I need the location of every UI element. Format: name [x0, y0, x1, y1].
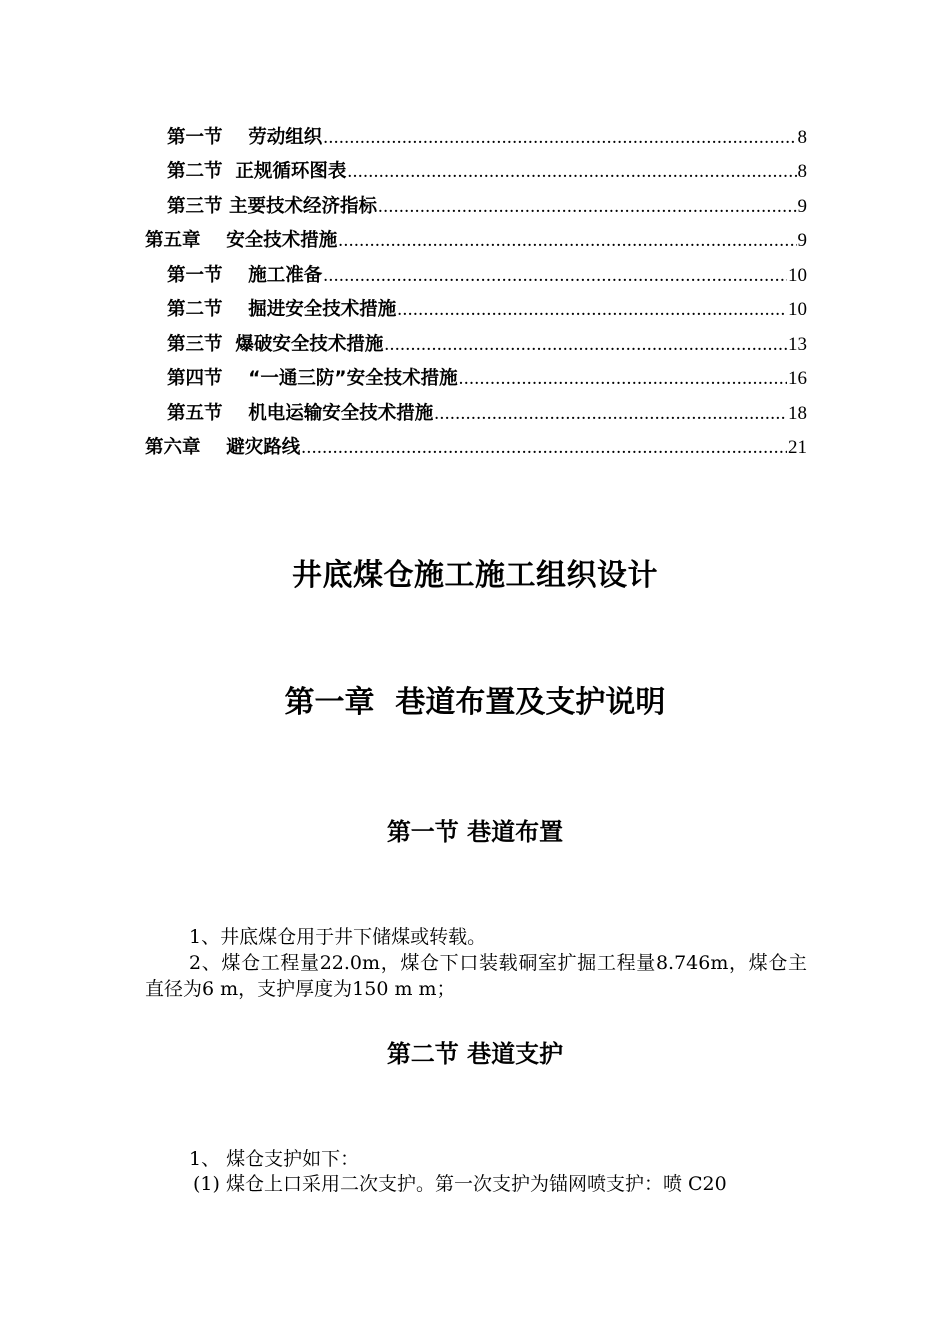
toc-entry-title: 第一节 劳动组织	[167, 126, 323, 148]
toc-entry[interactable]	[145, 120, 807, 155]
toc-leader-dots	[459, 362, 787, 396]
toc-entry-page: 16	[788, 368, 807, 389]
toc-entry[interactable]	[145, 224, 807, 259]
toc-leader-dots	[347, 155, 796, 189]
toc-entry-page: 13	[788, 333, 807, 355]
toc-leader-dots	[301, 431, 787, 465]
toc-entry[interactable]	[145, 431, 807, 466]
toc-entry-title: 第二节 正规循环图表	[167, 161, 347, 182]
toc-entry[interactable]	[145, 155, 807, 190]
toc-entry-title: 第三节 爆破安全技术措施	[167, 333, 384, 355]
toc-entry-title: 第四节 “一通三防”安全技术措施	[167, 368, 458, 389]
toc-entry-title: 第六章 避灾路线	[145, 437, 301, 458]
section-heading: 第一节 巷道布置	[386, 818, 564, 846]
toc-entry-title: 第一节 施工准备	[167, 264, 323, 286]
toc-entry-page: 9	[797, 230, 807, 251]
body-paragraph: 1、 煤仓支护如下：	[189, 1148, 360, 1170]
table-of-contents	[145, 120, 807, 465]
toc-entry-page: 8	[797, 161, 807, 182]
toc-entry[interactable]	[145, 258, 807, 293]
toc-entry-page: 9	[797, 195, 807, 217]
toc-leader-dots	[384, 328, 787, 362]
toc-leader-dots	[434, 397, 787, 431]
toc-leader-dots	[323, 259, 787, 293]
toc-entry-page: 21	[788, 437, 807, 458]
toc-entry-title: 第五章 安全技术措施	[145, 230, 338, 251]
toc-entry[interactable]	[145, 293, 807, 328]
toc-leader-dots	[323, 121, 796, 155]
toc-entry[interactable]	[145, 327, 807, 362]
toc-entry-page: 8	[797, 126, 807, 148]
toc-entry-page: 18	[788, 402, 807, 424]
chapter-heading: 第一章 巷道布置及支护说明	[284, 685, 666, 720]
toc-entry-title: 第五节 机电运输安全技术措施	[167, 402, 434, 424]
document-title: 井底煤仓施工施工组织设计	[292, 558, 658, 593]
toc-leader-dots	[397, 293, 787, 327]
toc-entry[interactable]	[145, 189, 807, 224]
body-paragraph: 2、煤仓工程量22.0m，煤仓下口装载硐室扩掘工程量8.746m，煤仓主直径为6 m，支护厚度为150 m m；	[145, 952, 807, 1000]
body-paragraph: (1) 煤仓上口采用二次支护。第一次支护为锚网喷支护：喷 C20	[193, 1173, 727, 1195]
toc-entry-page: 10	[788, 299, 807, 320]
section-heading: 第二节 巷道支护	[386, 1040, 564, 1068]
body-paragraph: 1、井底煤仓用于井下储煤或转载。	[189, 926, 487, 948]
toc-entry-title: 第三节 主要技术经济指标	[167, 195, 377, 217]
toc-entry[interactable]	[145, 362, 807, 397]
toc-leader-dots	[378, 190, 797, 224]
toc-leader-dots	[338, 224, 796, 258]
toc-entry-title: 第二节 掘进安全技术措施	[167, 299, 397, 320]
toc-entry[interactable]	[145, 396, 807, 431]
toc-entry-page: 10	[788, 264, 807, 286]
